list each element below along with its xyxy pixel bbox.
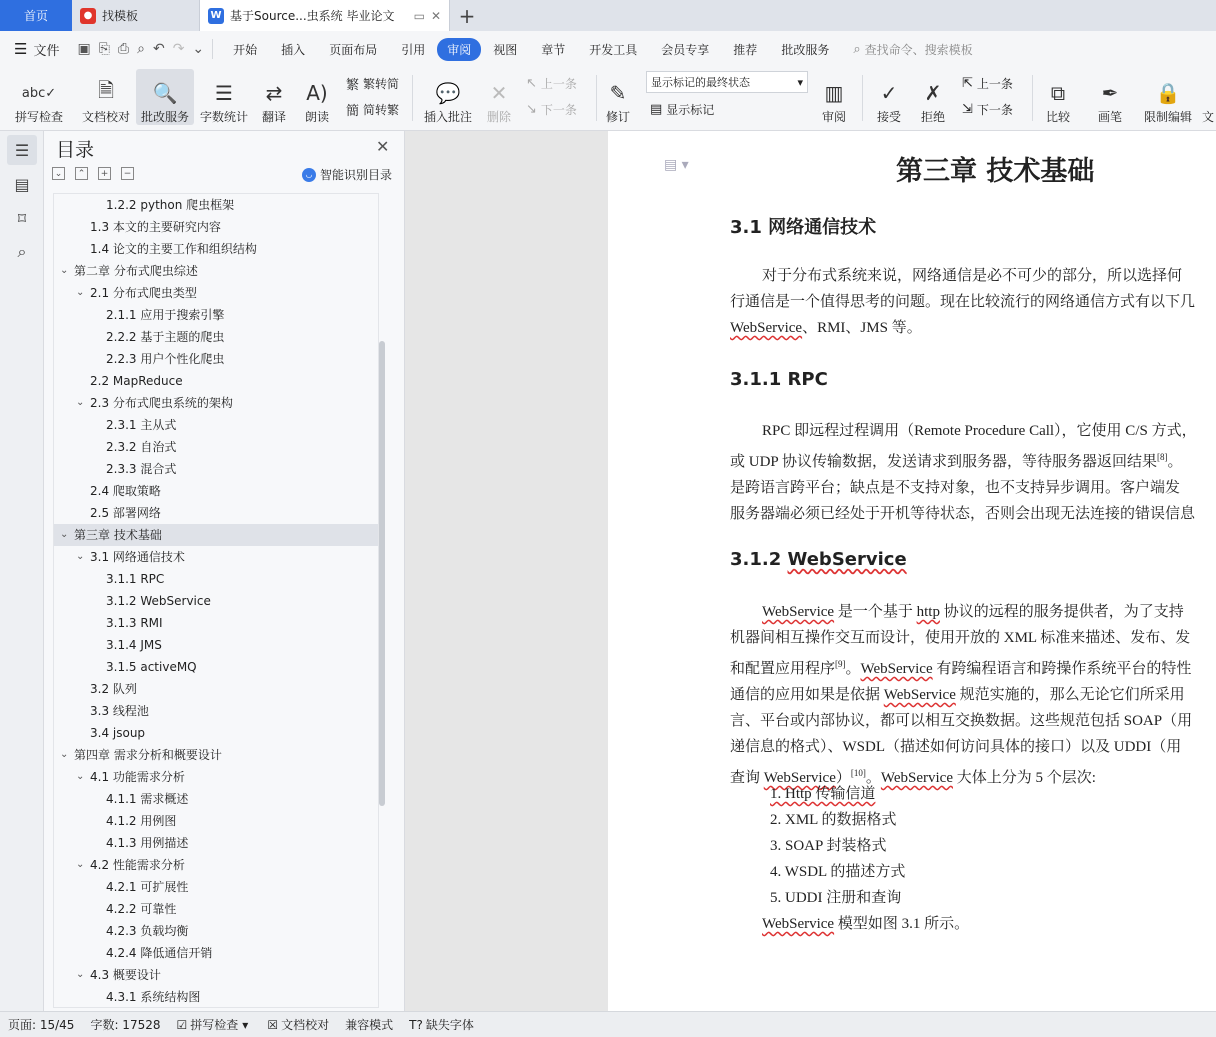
text-run: 或 UDP 协议传输数据，发送请求到服务器，等待服务器返回结果 (730, 454, 1157, 470)
font-warning-icon: T? (409, 1017, 423, 1032)
navigation-strip (0, 131, 44, 1011)
prev-comment-button[interactable] (526, 72, 577, 94)
toc-item[interactable] (54, 678, 378, 700)
toc-item[interactable] (54, 480, 378, 502)
toc-item[interactable] (54, 788, 378, 810)
chapter-nav-icon[interactable]: ▤ (14, 174, 30, 194)
hamburger-icon: ☰ (14, 40, 28, 58)
toc-item[interactable] (54, 282, 378, 304)
paragraph-line: 对于分布式系统来说，网络通信是必不可少的部分，所以选择何 (762, 268, 1183, 284)
list-item: 5. UDDI 注册和查询 (770, 890, 902, 906)
toc-list (53, 193, 379, 1008)
menu-view[interactable]: 视图 (493, 42, 518, 57)
toc-item[interactable] (54, 502, 378, 524)
chevron-down-icon[interactable]: ⌄ (76, 551, 85, 562)
reject-button[interactable] (914, 69, 952, 125)
text-run: ） (835, 770, 851, 786)
quick-access-toolbar (69, 39, 213, 59)
read-aloud-button[interactable] (300, 69, 334, 125)
proof-icon: ☒ (267, 1017, 279, 1032)
revise-service-button[interactable] (136, 69, 194, 125)
more-chevron-icon[interactable]: ⌄ (192, 41, 205, 57)
spell-flag-word: WebService (880, 770, 953, 786)
spell-flag-word: WebService (883, 687, 956, 703)
citation: [8] (1156, 452, 1168, 462)
translate-button[interactable] (256, 69, 292, 125)
text-run: 通信的应用如果是依据 (730, 687, 884, 703)
translate-label: 翻译 (261, 110, 286, 124)
tab-template-label: 找模板 (102, 9, 139, 23)
toc-item-label: 2.1.1 应用于搜索引擎 (106, 308, 225, 322)
chevron-down-icon[interactable]: ⌄ (76, 859, 85, 870)
toc-item-label: 2.3.1 主从式 (106, 418, 177, 432)
export-pdf-icon[interactable]: ⎘ (98, 41, 110, 57)
toc-item-label: 3.1.4 JMS (106, 638, 162, 652)
toc-item[interactable] (54, 370, 378, 392)
menu-member[interactable]: 会员专享 (661, 42, 710, 57)
doc-proof-label: 文档校对 (81, 110, 130, 124)
review-button[interactable] (814, 69, 854, 125)
toc-item-label: 第三章 技术基础 (74, 528, 162, 542)
status-doc-proof[interactable] (259, 1016, 337, 1033)
list-item: 2. XML 的数据格式 (770, 812, 897, 828)
missing-font-label: 缺失字体 (425, 1018, 474, 1032)
toc-item[interactable] (54, 326, 378, 348)
toc-item[interactable] (54, 348, 378, 370)
toc-item-label: 3.3 线程池 (90, 704, 149, 718)
paragraph-network-intro (730, 263, 1216, 341)
toc-item[interactable] (54, 216, 378, 238)
toc-toolbar (52, 167, 134, 180)
status-spell-check[interactable] (169, 1016, 260, 1033)
search-icon: ⌕ (853, 41, 861, 57)
spell-check-label: 拼写检查 (14, 110, 63, 124)
text-run: 和配置应用程序 (730, 661, 836, 677)
word-count-icon: ☰ (215, 81, 233, 105)
tab-document-label: 基于Source...虫系统 毕业论文 (230, 9, 395, 23)
insert-comment-button[interactable] (420, 69, 476, 125)
text-run: 是一个基于 (834, 604, 917, 620)
toc-item[interactable] (54, 986, 378, 1008)
lock-icon: 🔒 (1155, 81, 1181, 105)
toc-item[interactable] (54, 612, 378, 634)
text-run: 模型如图 3.1 所示。 (834, 916, 970, 932)
text-run: 3.1.2 (730, 549, 788, 570)
paragraph-line: 递信息的格式）、WSDL（描述如何访问具体的接口）以及 UDDI（用 (730, 739, 1182, 755)
toc-item-label: 3.2 队列 (90, 682, 137, 696)
list-item-text: 1. Http 传输信道 (770, 786, 876, 802)
toc-item[interactable] (54, 590, 378, 612)
toc-item-label: 2.2.2 基于主题的爬虫 (106, 330, 225, 344)
chevron-down-icon[interactable]: ⌄ (76, 287, 85, 298)
bookmark-icon[interactable]: ⌑ (17, 208, 27, 228)
toc-item[interactable] (54, 722, 378, 744)
translate-icon: ⇄ (265, 81, 283, 105)
read-aloud-icon: A) (306, 81, 328, 105)
print-preview-icon[interactable]: ⌕ (137, 41, 145, 57)
compare-label: 比较 (1045, 110, 1070, 124)
comment-plus-icon: 💬 (435, 81, 461, 105)
ribbon-divider (1032, 75, 1033, 121)
find-search-icon[interactable]: ⌕ (17, 242, 27, 261)
remove-level-icon[interactable]: − (121, 167, 134, 180)
status-proof-label: 文档校对 (281, 1018, 330, 1032)
text-run: 协议的远程的服务提供者，为了支持 (939, 604, 1184, 620)
toc-item-label: 1.4 论文的主要工作和组织结构 (90, 242, 257, 256)
paragraph-line: 服务器端必须已经处于开机等待状态，否则会出现无法连接的错误信息 (730, 506, 1196, 522)
doc-extra-label: 文 (1201, 110, 1214, 124)
citation: [10] (850, 768, 866, 778)
close-icon[interactable]: ✕ (376, 137, 390, 156)
simp-to-trad-button[interactable] (346, 98, 399, 120)
next-change-label: 下一条 (976, 102, 1013, 117)
toc-item-label: 3.1.5 activeMQ (106, 660, 197, 674)
toc-item-label: 2.4 爬取策略 (90, 484, 161, 498)
toc-item[interactable] (54, 436, 378, 458)
compat-mode[interactable]: 兼容模式 (345, 1018, 394, 1032)
show-markup-icon: ▤ (650, 101, 663, 117)
paragraph-line: 行通信是一个值得思考的问题。现在比较流行的网络通信方式有以下几 (730, 294, 1196, 310)
file-menu[interactable] (0, 40, 69, 59)
menu-review[interactable]: 审阅 (437, 38, 481, 61)
paragraph-webservice (730, 599, 1216, 791)
toc-item[interactable] (54, 700, 378, 722)
paragraph-line: RPC 即远程过程调用（Remote Procedure Call），它使用 C/S 方式， (762, 423, 1197, 439)
paragraph-model (730, 911, 1216, 937)
text-run: 。 (845, 661, 861, 677)
toc-item[interactable] (54, 414, 378, 436)
menu-page-layout[interactable]: 页面布局 (329, 42, 378, 57)
paragraph-line: 是跨语言跨平台；缺点是不支持对象，也不支持异步调用。客户端发 (730, 480, 1181, 496)
toc-item-label: 第二章 分布式爬虫综述 (74, 264, 198, 278)
toc-item-label: 3.4 jsoup (90, 726, 146, 740)
markup-state-value: 显示标记的最终状态 (651, 76, 750, 89)
simp-to-trad-label: 简转繁 (363, 102, 400, 117)
menu-developer[interactable]: 开发工具 (589, 42, 638, 57)
section-heading-3-1-2 (730, 549, 907, 570)
document-page[interactable] (608, 131, 1216, 1011)
spell-flag-word: WebService (763, 770, 836, 786)
toc-item-label: 2.3.2 自治式 (106, 440, 177, 454)
command-search-placeholder: 查找命令、搜索模板 (864, 42, 973, 57)
toc-item[interactable] (54, 766, 378, 788)
toc-item-label: 3.1.1 RPC (106, 572, 165, 586)
checkbox-icon: ☑ (176, 1017, 188, 1032)
section-heading-3-1: 3.1 网络通信技术 (730, 217, 877, 238)
pen-label: 画笔 (1097, 110, 1122, 124)
restrict-edit-label: 限制编辑 (1143, 110, 1192, 124)
revise-service-icon: 🔍 (152, 81, 178, 105)
menu-bar (0, 31, 1216, 67)
toc-item[interactable] (54, 876, 378, 898)
show-markup-label: 显示标记 (666, 102, 715, 117)
next-comment-button[interactable] (526, 98, 577, 120)
toc-item[interactable] (54, 920, 378, 942)
toc-item-label: 1.3 本文的主要研究内容 (90, 220, 221, 234)
menu-insert[interactable]: 插入 (281, 42, 306, 57)
toc-item[interactable] (54, 546, 378, 568)
review-label: 审阅 (821, 110, 846, 124)
menu-references[interactable]: 引用 (401, 42, 426, 57)
toc-item[interactable] (54, 854, 378, 876)
toc-item[interactable] (54, 832, 378, 854)
paragraph-line (730, 682, 1216, 708)
toc-item-label: 2.3.3 混合式 (106, 462, 177, 476)
spell-flag-word: WebService (762, 916, 835, 932)
toc-item[interactable] (54, 634, 378, 656)
prev-change-button[interactable] (962, 72, 1013, 94)
restrict-edit-button[interactable] (1140, 69, 1196, 125)
toc-item-label: 3.1.2 WebService (106, 594, 211, 608)
toc-item-label: 2.5 部署网络 (90, 506, 161, 520)
text-run: 。 (1167, 454, 1183, 470)
pen-button[interactable] (1092, 69, 1128, 125)
spell-flag-word: WebService (787, 549, 907, 570)
revise-service-label: 批改服务 (140, 110, 189, 124)
toc-item[interactable] (54, 304, 378, 326)
paragraph-line (730, 444, 1216, 475)
toc-item[interactable] (54, 458, 378, 480)
track-changes-label: 修订 (605, 110, 630, 124)
toc-item[interactable] (54, 194, 378, 216)
spell-flag-word: WebService (860, 661, 933, 677)
menu-recommend[interactable]: 推荐 (733, 42, 758, 57)
tab-home[interactable]: 首页 (0, 0, 72, 31)
toc-item-label: 2.2 MapReduce (90, 374, 183, 388)
trad-to-simp-label: 繁转简 (363, 76, 400, 91)
toc-item-label: 4.3 概要设计 (90, 968, 161, 982)
spell-check-icon: abc✓ (21, 85, 57, 101)
word-count-indicator[interactable]: 字数: 17528 (90, 1018, 161, 1032)
delete-comment-button[interactable] (480, 69, 518, 125)
menu-chapter[interactable]: 章节 (541, 42, 566, 57)
show-markup-button[interactable] (650, 98, 714, 120)
layer-list (770, 781, 905, 911)
toc-item-label: 4.1.2 用例图 (106, 814, 177, 828)
text-run: 、RMI、JMS 等。 (802, 320, 922, 336)
citation: [9] (835, 659, 846, 669)
collapse-all-icon[interactable]: ⌃ (75, 167, 88, 180)
missing-font[interactable] (401, 1016, 482, 1033)
delete-comment-label: 删除 (486, 110, 511, 124)
list-item (770, 781, 905, 807)
pen-icon: ✒ (1101, 81, 1119, 105)
toc-item[interactable] (54, 744, 378, 766)
toc-item[interactable] (54, 942, 378, 964)
toc-item-label: 4.2.2 可靠性 (106, 902, 177, 916)
tab-document[interactable] (200, 0, 450, 31)
spell-flag-word: WebService (762, 604, 835, 620)
chevron-down-icon[interactable]: ⌄ (76, 969, 85, 980)
toc-item-label: 3.1.3 RMI (106, 616, 163, 630)
expand-all-icon[interactable]: ⌄ (52, 167, 65, 180)
next-comment-icon: ↘ (526, 101, 537, 117)
toc-item-label: 4.1.1 需求概述 (106, 792, 189, 806)
menu-start[interactable]: 开始 (233, 42, 258, 57)
save-icon[interactable]: ▣ (77, 41, 91, 57)
chapter-heading: 第三章 技术基础 (896, 156, 1095, 187)
toc-item-label: 第四章 需求分析和概要设计 (74, 748, 222, 762)
paragraph-line: 言、平台或内部协议，都可以相互交换数据。这些规范包括 SOAP（用 (730, 713, 1193, 729)
toc-item-label: 4.3.1 系统结构图 (106, 990, 201, 1004)
prev-comment-icon: ↖ (526, 75, 537, 91)
toc-item[interactable] (54, 810, 378, 832)
chevron-down-icon[interactable]: ⌄ (60, 749, 69, 760)
toc-item[interactable] (54, 260, 378, 282)
template-logo-icon: ● (80, 8, 96, 24)
trad-simp-icon: 繁 (346, 77, 360, 93)
toc-item-label: 4.2.4 降低通信开销 (106, 946, 213, 960)
prev-change-label: 上一条 (976, 76, 1013, 91)
read-aloud-label: 朗读 (304, 110, 329, 124)
paragraph-line (730, 651, 1216, 682)
section-heading-3-1-1: 3.1.1 RPC (730, 369, 828, 390)
trad-to-simp-button[interactable] (346, 72, 399, 94)
file-menu-label: 文件 (33, 43, 60, 59)
toc-item[interactable] (54, 964, 378, 986)
paragraph-line (730, 315, 1216, 341)
redo-icon[interactable]: ↷ (172, 41, 185, 57)
doc-proof-icon: 🗎 (97, 78, 115, 102)
ribbon-divider (596, 75, 597, 121)
smart-toc-button[interactable] (302, 166, 392, 183)
tab-monitor-icon[interactable]: ▭ (413, 8, 425, 23)
smart-toc-label: 智能识别目录 (320, 168, 393, 182)
toc-item[interactable] (54, 898, 378, 920)
text-run: 大体上分为 5 个层次: (952, 770, 1096, 786)
chevron-down-icon[interactable]: ⌄ (76, 771, 85, 782)
prev-comment-label: 上一条 (540, 76, 577, 91)
command-search[interactable] (853, 41, 972, 58)
menu-tabs (221, 38, 841, 61)
page-menu-icon[interactable]: ▤ ▾ (664, 157, 689, 173)
word-doc-icon: W (208, 8, 224, 24)
paragraph-line (730, 599, 1216, 625)
toc-item-label: 2.2.3 用户个性化爬虫 (106, 352, 225, 366)
next-comment-label: 下一条 (540, 102, 577, 117)
title-bar (0, 0, 1216, 31)
toc-pane-icon[interactable]: ☰ (7, 135, 37, 165)
track-changes-button[interactable] (600, 69, 636, 125)
toc-item[interactable] (54, 392, 378, 414)
status-spell-label: 拼写检查 (190, 1018, 239, 1032)
toc-item[interactable] (54, 524, 378, 546)
toc-panel (44, 131, 405, 1011)
word-count-button[interactable] (198, 69, 250, 125)
toc-item-label: 4.1.3 用例描述 (106, 836, 189, 850)
toc-item[interactable] (54, 656, 378, 678)
simp-trad-icon: 簡 (346, 103, 360, 119)
doc-extra-button[interactable] (1200, 69, 1216, 125)
tab-template[interactable] (72, 0, 200, 31)
toc-item-label: 2.3 分布式爬虫系统的架构 (90, 396, 233, 410)
spell-flag-word: WebService (730, 320, 803, 336)
review-pane-icon: ▥ (824, 81, 844, 105)
paragraph-line (730, 911, 1216, 937)
status-bar (0, 1011, 1216, 1037)
chevron-down-icon: ▾ (797, 75, 803, 89)
chevron-down-icon[interactable]: ⌄ (76, 397, 85, 408)
markup-state-select[interactable] (646, 71, 808, 93)
accept-label: 接受 (876, 110, 901, 124)
toc-item-label: 4.2.1 可扩展性 (106, 880, 189, 894)
compare-icon: ⧉ (1050, 81, 1066, 105)
ribbon-divider (862, 75, 863, 121)
toc-item-label: 4.1 功能需求分析 (90, 770, 185, 784)
doc-proof-button[interactable] (78, 69, 134, 125)
page-indicator[interactable]: 页面: 15/45 (8, 1018, 75, 1032)
list-item: 3. SOAP 封装格式 (770, 838, 887, 854)
smart-toc-icon: ◡ (302, 168, 316, 182)
word-count-label: 字数统计 (199, 110, 248, 124)
new-tab-button[interactable]: + (458, 3, 476, 28)
toc-scrollbar[interactable] (379, 341, 385, 806)
spell-flag-word: http (916, 604, 940, 620)
toc-title: 目录 (56, 139, 95, 161)
accept-button[interactable] (870, 69, 908, 125)
ribbon-review (0, 67, 1216, 131)
paragraph-line: 机器间相互操作交互而设计，使用开放的 XML 标准来描述、发布、发 (730, 630, 1191, 646)
compare-button[interactable] (1038, 69, 1078, 125)
chevron-down-icon[interactable]: ⌄ (60, 265, 69, 276)
text-run: 查询 (730, 770, 764, 786)
insert-comment-label: 插入批注 (423, 110, 472, 124)
prev-change-icon: ⇱ (962, 75, 973, 91)
print-icon[interactable]: ⎙ (117, 41, 130, 57)
text-run: 规范实施的，那么无论它们所采用 (955, 687, 1185, 703)
chevron-down-icon: ▾ (242, 1017, 249, 1032)
text-run: 有跨编程语言和跨操作系统平台的特性 (932, 661, 1192, 677)
toc-item-label: 4.2 性能需求分析 (90, 858, 185, 872)
toc-item-label: 4.2.3 负载均衡 (106, 924, 189, 938)
ribbon-divider (412, 75, 413, 121)
undo-icon[interactable]: ↶ (152, 41, 165, 57)
delete-comment-icon: ✕ (490, 81, 508, 105)
next-change-icon: ⇲ (962, 101, 973, 117)
toc-item-label: 3.1 网络通信技术 (90, 550, 185, 564)
reject-icon: ✗ (924, 81, 942, 105)
text-run: 。 (865, 770, 881, 786)
toc-item[interactable] (54, 568, 378, 590)
toc-item-label: 1.2.2 python 爬虫框架 (106, 198, 235, 212)
track-changes-icon: ✎ (609, 81, 627, 105)
toc-item-label: 2.1 分布式爬虫类型 (90, 286, 197, 300)
chevron-down-icon[interactable]: ⌄ (60, 529, 69, 540)
next-change-button[interactable] (962, 98, 1013, 120)
accept-icon: ✓ (880, 81, 898, 105)
list-item: 4. WSDL 的描述方式 (770, 864, 906, 880)
paragraph-rpc (730, 418, 1216, 527)
toc-item[interactable] (54, 238, 378, 260)
add-level-icon[interactable]: + (98, 167, 111, 180)
menu-revise-service[interactable]: 批改服务 (781, 42, 830, 57)
tab-close-icon[interactable]: ✕ (430, 8, 441, 23)
reject-label: 拒绝 (920, 110, 945, 124)
spell-check-button[interactable] (8, 69, 70, 125)
